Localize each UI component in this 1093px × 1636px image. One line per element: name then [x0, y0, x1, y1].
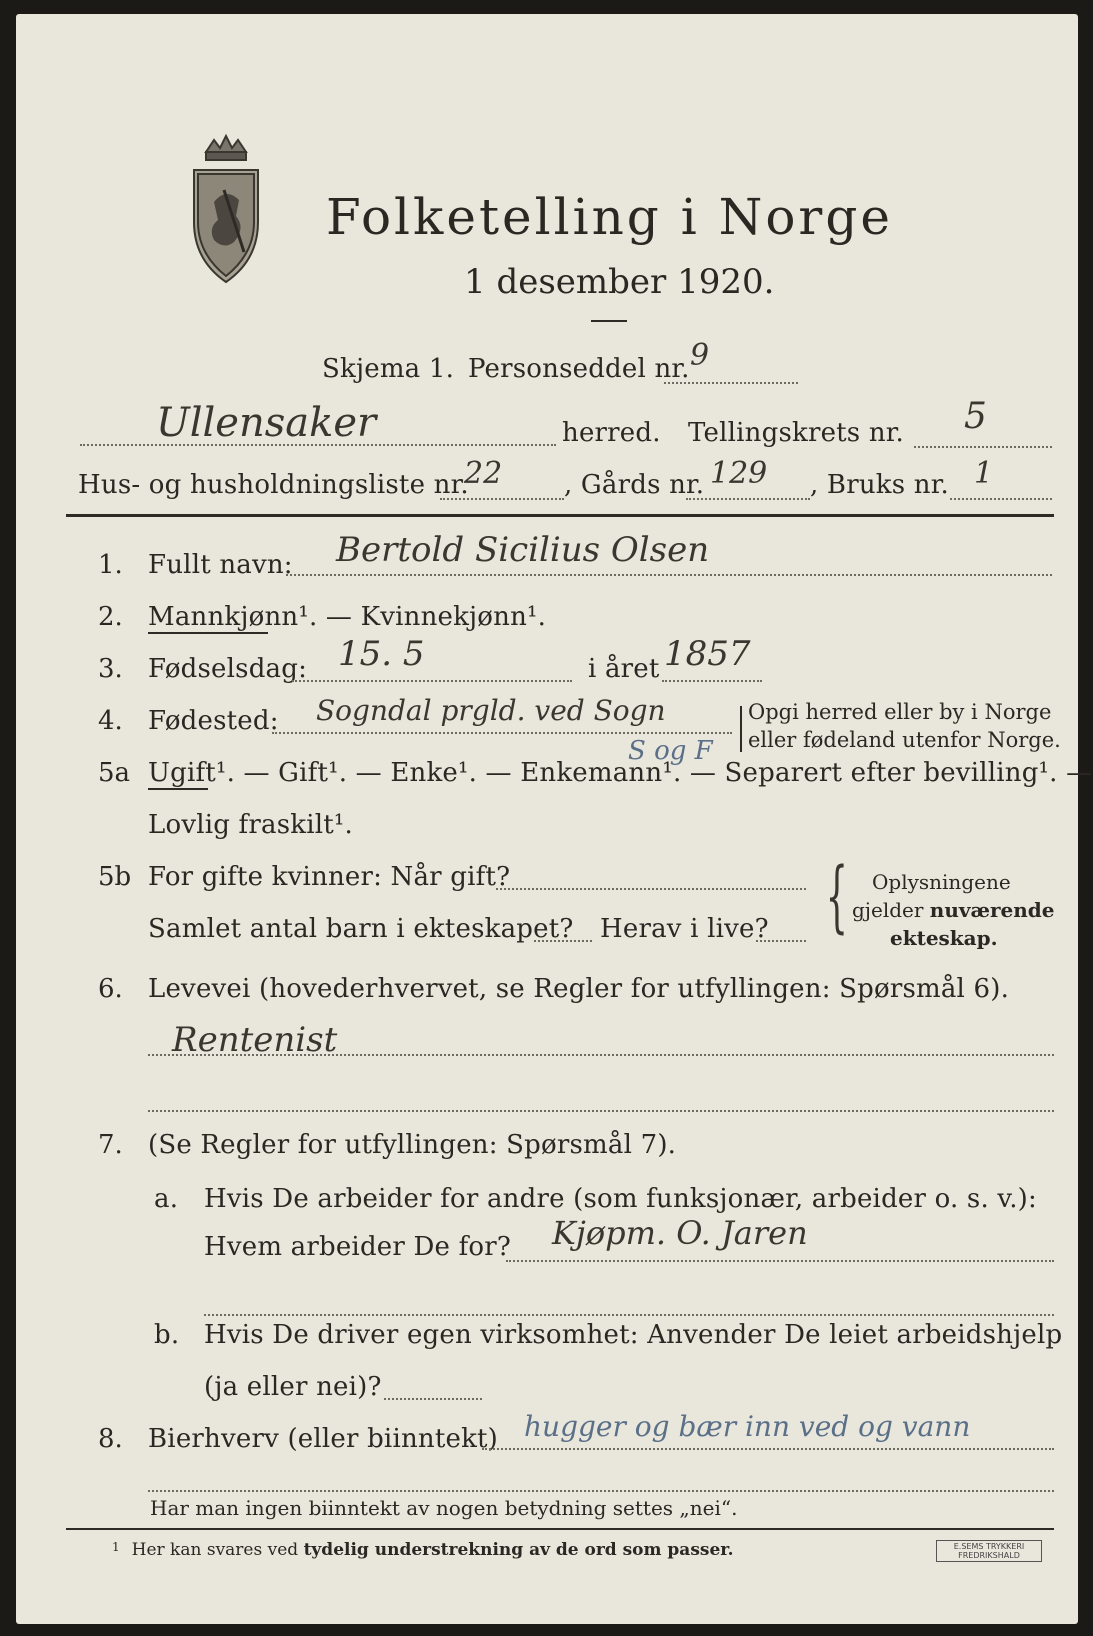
- q4-label: Fødested:: [148, 706, 279, 736]
- q5a-line1: Ugift¹. — Gift¹. — Enke¹. — Enkemann¹. — Separert efter bevilling¹. —: [148, 758, 1093, 788]
- q7b-letter: b.: [154, 1320, 180, 1350]
- herred-label: herred.: [562, 418, 661, 448]
- gards-line: [686, 498, 810, 500]
- q5b-note-line2: gjelder nuværende: [852, 898, 1055, 922]
- form-title: Folketelling i Norge: [326, 188, 893, 246]
- section-divider: [66, 514, 1054, 517]
- q3-year-value: 1857: [664, 634, 751, 674]
- q5b-note-line1: Oplysningene: [872, 870, 1011, 894]
- q7-number: 7.: [98, 1130, 123, 1160]
- q5a-number: 5a: [98, 758, 131, 788]
- personseddel-value: 9: [690, 338, 710, 373]
- skjema-label: Skjema 1.: [322, 354, 455, 384]
- q5a-line2: Lovlig fraskilt¹.: [148, 810, 353, 840]
- q7b-line1: Hvis De driver egen virksomhet: Anvender De leiet arbeidshjelp: [204, 1320, 1063, 1350]
- q7b-line2: (ja eller nei)?: [204, 1372, 382, 1402]
- tellingskrets-value: 5: [964, 396, 987, 437]
- q4-line: [272, 732, 732, 734]
- q3-label: Fødselsdag:: [148, 654, 308, 684]
- q5b-line1-label: For gifte kvinner: Når gift?: [148, 862, 511, 892]
- q3-number: 3.: [98, 654, 123, 684]
- q3-year-label: i året: [588, 654, 660, 684]
- herred-line: [80, 444, 556, 446]
- q6-line2: [148, 1110, 1054, 1112]
- q5a-underline: [148, 788, 208, 790]
- bruks-value: 1: [974, 456, 994, 491]
- q2-underline: [148, 632, 268, 634]
- bruks-line: [950, 498, 1052, 500]
- q5b-brace: {: [825, 852, 848, 942]
- q2-label: Mannkjønn¹. — Kvinnekjønn¹.: [148, 602, 547, 632]
- q7a-line1: Hvis De arbeider for andre (som funksjonær, arbeider o. s. v.):: [204, 1184, 1037, 1214]
- q4-number: 4.: [98, 706, 123, 736]
- q3-year-line: [662, 680, 762, 682]
- q6-number: 6.: [98, 974, 123, 1004]
- q4-value: Sogndal prgld. ved Sogn: [316, 694, 666, 727]
- q2-number: 2.: [98, 602, 123, 632]
- q5b-line1-field: [496, 888, 806, 890]
- q4-annotation: S og F: [628, 736, 713, 766]
- q6-line1: [148, 1054, 1054, 1056]
- personseddel-line: [664, 382, 798, 384]
- q7a-line2: Hvem arbeider De for?: [204, 1232, 512, 1262]
- gards-value: 129: [710, 456, 768, 491]
- bruks-label: , Bruks nr.: [810, 470, 949, 500]
- q7a-value: Kjøpm. O. Jaren: [552, 1214, 808, 1252]
- q3-value: 15. 5: [338, 634, 425, 674]
- q1-number: 1.: [98, 550, 123, 580]
- footer-divider: [66, 1528, 1054, 1530]
- census-form: [16, 14, 1093, 1624]
- tellingskrets-line: [914, 446, 1052, 448]
- q8-label: Bierhverv (eller biinntekt): [148, 1424, 499, 1454]
- q8-line: [482, 1448, 1054, 1450]
- q1-label: Fullt navn:: [148, 550, 293, 580]
- q4-note-bar: [740, 706, 742, 752]
- q5b-line2-label: Samlet antal barn i ekteskapet?: [148, 914, 574, 944]
- q7-label: (Se Regler for utfyllingen: Spørsmål 7).: [148, 1130, 677, 1160]
- q1-line: [286, 574, 1052, 576]
- q5b-barn-field: [534, 940, 592, 942]
- footnote: $^1$ Her kan svares ved tydelig understrekning av de ord som passer.: [112, 1540, 734, 1560]
- q8-line-extra: [148, 1490, 1054, 1492]
- title-divider: [591, 320, 627, 322]
- q6-label: Levevei (hovederhvervet, se Regler for utfyllingen: Spørsmål 6).: [148, 974, 1010, 1004]
- q7a-line-extra: [204, 1314, 1054, 1316]
- hus-line: [440, 498, 564, 500]
- q7a-line: [506, 1260, 1054, 1262]
- q8-number: 8.: [98, 1424, 123, 1454]
- tellingskrets-label: Tellingskrets nr.: [688, 418, 904, 448]
- q1-value: Bertold Sicilius Olsen: [336, 530, 710, 570]
- hus-label: Hus- og husholdningsliste nr.: [78, 470, 469, 500]
- q5b-note-line3: ekteskap.: [890, 926, 998, 950]
- norwegian-coat-of-arms-icon: [184, 132, 268, 292]
- q6-value: Rentenist: [172, 1020, 338, 1060]
- printer-stamp: E.SEMS TRYKKERI FREDRIKSHALD: [936, 1540, 1042, 1562]
- q8-value: hugger og bær inn ved og vann: [524, 1410, 971, 1443]
- q5b-line2-label-b: Herav i live?: [600, 914, 769, 944]
- census-date: 1 desember 1920.: [464, 262, 775, 302]
- footer-note: Har man ingen biinntekt av nogen betydning settes „nei“.: [150, 1496, 738, 1520]
- herred-value: Ullensaker: [156, 400, 377, 446]
- q4-note-line1: Opgi herred eller by i Norge: [748, 700, 1052, 724]
- q5b-live-field: [756, 940, 806, 942]
- q4-note-line2: eller fødeland utenfor Norge.: [748, 728, 1061, 752]
- q3-line: [292, 680, 572, 682]
- q5b-number: 5b: [98, 862, 132, 892]
- personseddel-label: Personseddel nr.: [468, 354, 690, 384]
- gards-label: , Gårds nr.: [564, 470, 705, 500]
- q7a-letter: a.: [154, 1184, 179, 1214]
- q7b-line: [384, 1398, 482, 1400]
- hus-value: 22: [464, 456, 503, 491]
